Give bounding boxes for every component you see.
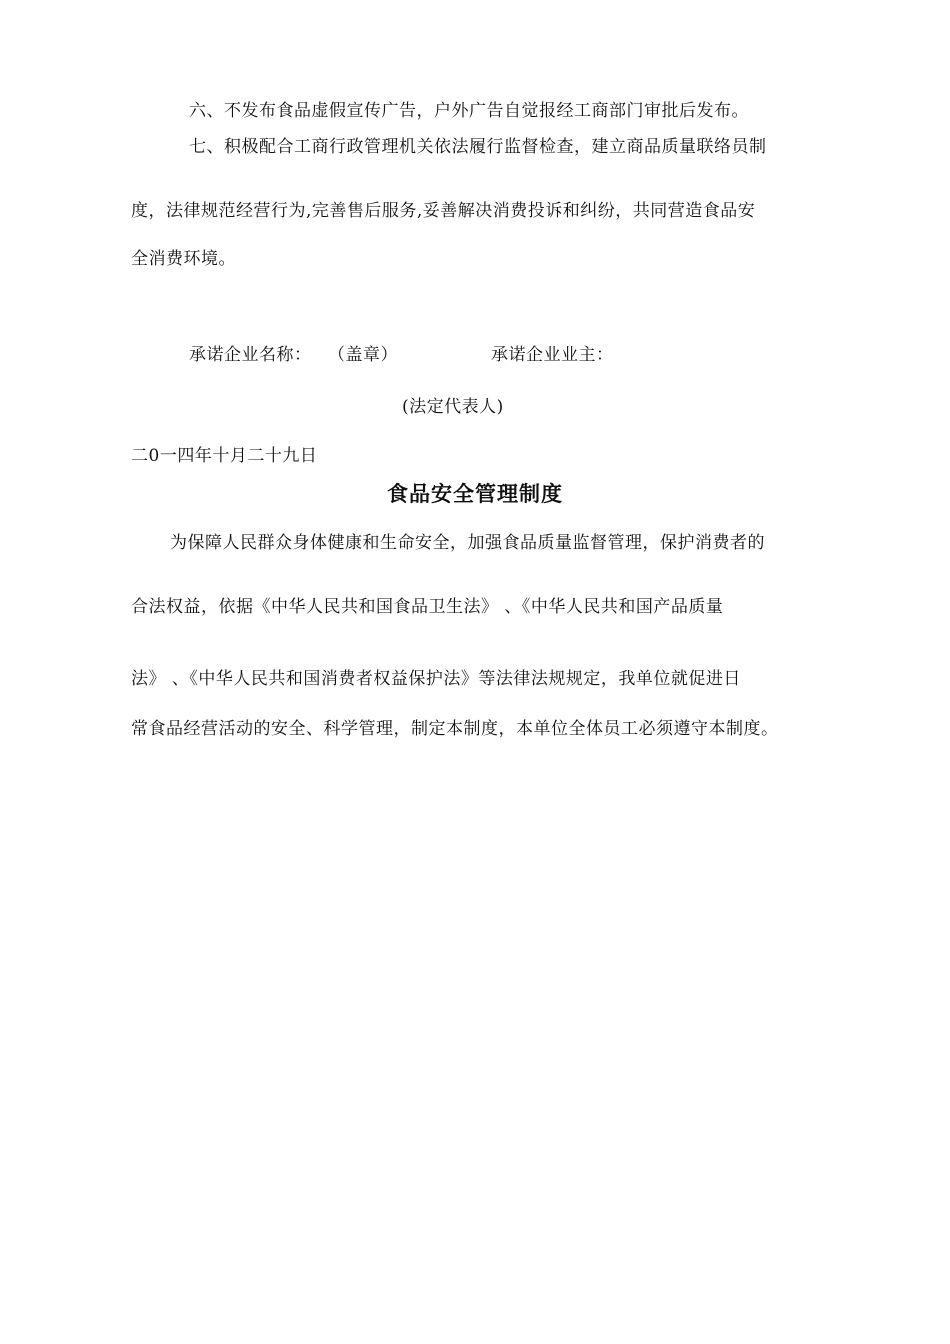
pledge-item-7-line-3: 全消费环境。 xyxy=(131,249,236,269)
pledge-item-7-line-2: 度，法律规范经营行为,完善售后服务,妥善解决消费投诉和纠纷，共同营造食品安 xyxy=(131,201,756,221)
regulation-intro-line-1: 为保障人民群众身体健康和生命安全，加强食品质量监督管理，保护消费者的 xyxy=(170,533,765,553)
regulation-intro-line-4: 常食品经营活动的安全、科学管理，制定本制度，本单位全体员工必须遵守本制度。 xyxy=(131,719,779,739)
pledge-item-7-line-1: 七、积极配合工商行政管理机关依法履行监督检查，建立商品质量联络员制 xyxy=(189,137,767,157)
seal-label: （盖章） xyxy=(328,345,398,365)
legal-representative-label: (法定代表人) xyxy=(402,397,504,417)
regulation-intro-line-2: 合法权益，依据《中华人民共和国食品卫生法》 、《中华人民共和国产品质量 xyxy=(131,597,724,617)
regulation-title: 食品安全管理制度 xyxy=(387,482,563,506)
regulation-intro-line-3: 法》 、《中华人民共和国消费者权益保护法》等法律法规规定，我单位就促进日 xyxy=(131,669,741,689)
pledge-item-6: 六、不发布食品虚假宣传广告，户外广告自觉报经工商部门审批后发布。 xyxy=(189,101,749,121)
owner-label: 承诺企业业主： xyxy=(491,345,614,365)
company-name-label: 承诺企业名称： xyxy=(189,345,312,365)
pledge-date: 二0一四年十月二十九日 xyxy=(131,446,318,466)
